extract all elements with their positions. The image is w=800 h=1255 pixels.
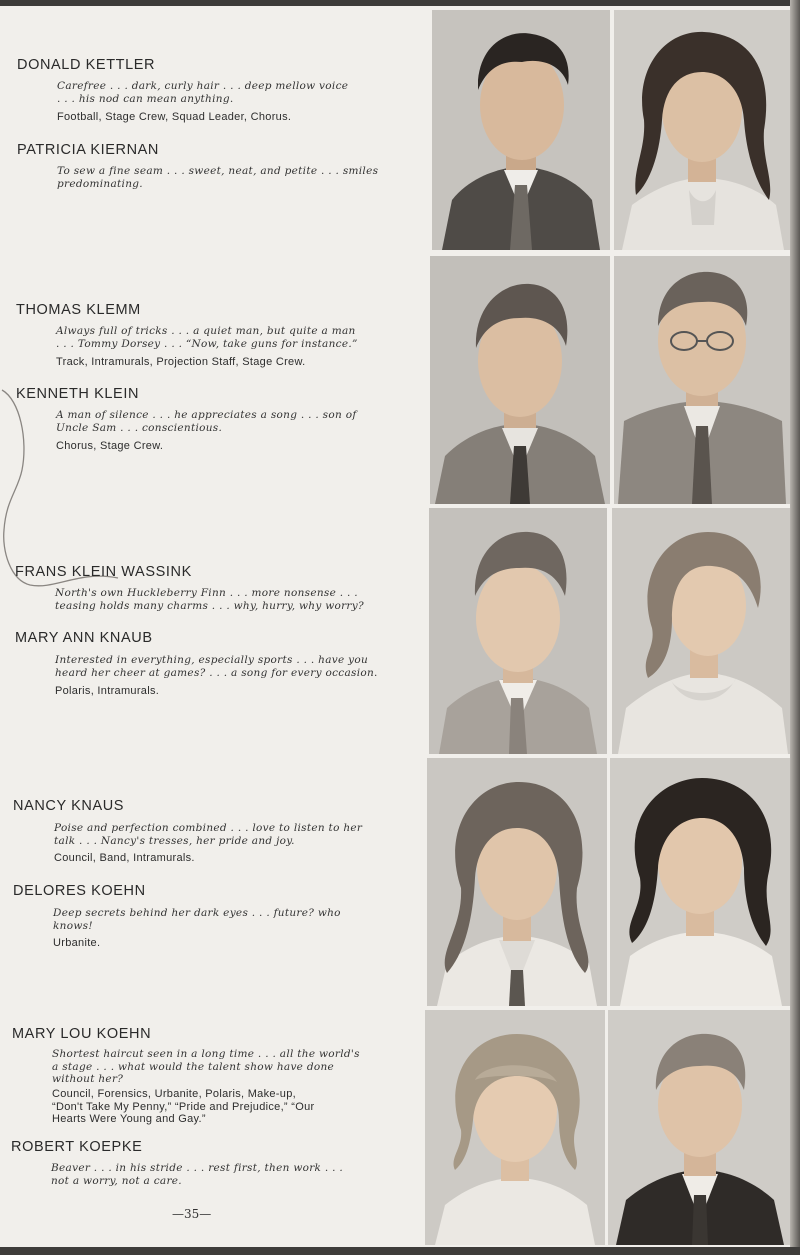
desc-line: not a worry, not a care. <box>51 1174 182 1187</box>
desc-line: . . . his nod can mean anything. <box>57 92 234 105</box>
portrait-photo <box>429 508 607 754</box>
student-name: MARY ANN KNAUB <box>15 630 153 646</box>
student-description <box>52 1048 384 1086</box>
girl-portrait-icon <box>425 1010 605 1245</box>
desc-line: A man of silence . . . he appreciates a song . . . son of <box>56 409 357 421</box>
student-description <box>53 907 385 932</box>
student-name: DONALD KETTLER <box>17 57 156 73</box>
boy-portrait-icon <box>430 256 610 504</box>
desc-line: North's own Huckleberry Finn . . . more nonsense . . . <box>55 587 358 599</box>
student-name: DELORES KOEHN <box>13 883 146 899</box>
student-activities <box>54 852 386 865</box>
desc-line: heard her cheer at games? . . . a song for every occasion. <box>55 666 378 679</box>
acts-line: Track, Intramurals, Projection Staff, Stage Crew. <box>56 356 306 368</box>
desc-line: Carefree . . . dark, curly hair . . . deep mellow voice <box>57 80 349 92</box>
boy-portrait-icon <box>608 1010 790 1245</box>
desc-line: Beaver . . . in his stride . . . rest first, then work . . . <box>51 1162 344 1174</box>
portrait-photo <box>610 758 790 1006</box>
girl-portrait-icon <box>427 758 607 1006</box>
student-description <box>55 587 387 612</box>
student-description <box>57 165 389 190</box>
desc-line: Interested in everything, especially sports . . . have you <box>55 654 369 666</box>
desc-line: Deep secrets behind her dark eyes . . . future? who <box>53 907 341 919</box>
acts-line: “Don't Take My Penny,” “Pride and Prejudice,” “Our <box>52 1100 315 1113</box>
student-name: ROBERT KOEPKE <box>11 1139 143 1155</box>
student-description <box>55 654 387 679</box>
girl-portrait-icon <box>614 10 790 250</box>
desc-line: knows! <box>53 919 93 932</box>
student-description <box>57 80 389 105</box>
student-name: FRANS KLEIN WASSINK <box>15 564 192 580</box>
page-number: —35— <box>172 1207 212 1221</box>
student-description <box>56 409 388 434</box>
portrait-photo <box>432 10 610 250</box>
desc-line: a stage . . . what would the talent show have done <box>52 1060 335 1073</box>
desc-line: teasing holds many charms . . . why, hurry, why worry? <box>55 599 364 612</box>
desc-line: Always full of tricks . . . a quiet man, but quite a man <box>56 325 356 337</box>
student-activities <box>53 937 385 950</box>
boy-portrait-icon <box>429 508 607 754</box>
student-activities <box>57 111 389 124</box>
desc-line: Uncle Sam . . . conscientious. <box>56 421 223 434</box>
acts-line: Urbanite. <box>53 937 101 949</box>
student-activities <box>56 440 388 453</box>
acts-line: Council, Forensics, Urbanite, Polaris, Make-up, <box>52 1088 296 1100</box>
portrait-photo <box>430 256 610 504</box>
desc-line: predominating. <box>57 177 143 190</box>
portrait-photo <box>614 256 790 504</box>
student-description <box>54 822 386 847</box>
acts-line: Hearts Were Young and Gay.” <box>52 1113 206 1125</box>
desc-line: talk . . . Nancy's tresses, her pride and joy. <box>54 834 295 847</box>
portrait-photo <box>427 758 607 1006</box>
page-top-edge <box>0 0 800 6</box>
student-name: KENNETH KLEIN <box>16 386 140 402</box>
student-name: THOMAS KLEMM <box>16 302 141 318</box>
student-name: MARY LOU KOEHN <box>12 1026 152 1042</box>
student-name: NANCY KNAUS <box>13 798 125 814</box>
portrait-photo <box>425 1010 605 1245</box>
student-activities <box>56 356 388 369</box>
desc-line: . . . Tommy Dorsey . . . “Now, take guns for instance.” <box>56 337 358 350</box>
student-name: PATRICIA KIERNAN <box>17 142 160 158</box>
page-bottom-edge <box>0 1247 800 1255</box>
acts-line: Polaris, Intramurals. <box>55 685 160 697</box>
acts-line: Council, Band, Intramurals. <box>54 852 195 864</box>
page-right-edge <box>790 0 800 1255</box>
desc-line: without her? <box>52 1073 124 1085</box>
student-activities <box>55 685 387 698</box>
desc-line: Shortest haircut seen in a long time . . . all the world's <box>52 1048 360 1060</box>
desc-line: To sew a fine seam . . . sweet, neat, and petite . . . smiles <box>57 165 379 177</box>
girl-portrait-icon <box>612 508 790 754</box>
girl-portrait-icon <box>610 758 790 1006</box>
student-description <box>56 325 388 350</box>
student-description <box>51 1162 383 1187</box>
acts-line: Chorus, Stage Crew. <box>56 440 164 452</box>
boy-portrait-icon <box>614 256 790 504</box>
desc-line: Poise and perfection combined . . . love to listen to her <box>54 822 363 834</box>
portrait-photo <box>612 508 790 754</box>
student-activities <box>52 1088 384 1126</box>
acts-line: Football, Stage Crew, Squad Leader, Chorus. <box>57 111 292 123</box>
portrait-photo <box>614 10 790 250</box>
portrait-photo <box>608 1010 790 1245</box>
boy-portrait-icon <box>432 10 610 250</box>
